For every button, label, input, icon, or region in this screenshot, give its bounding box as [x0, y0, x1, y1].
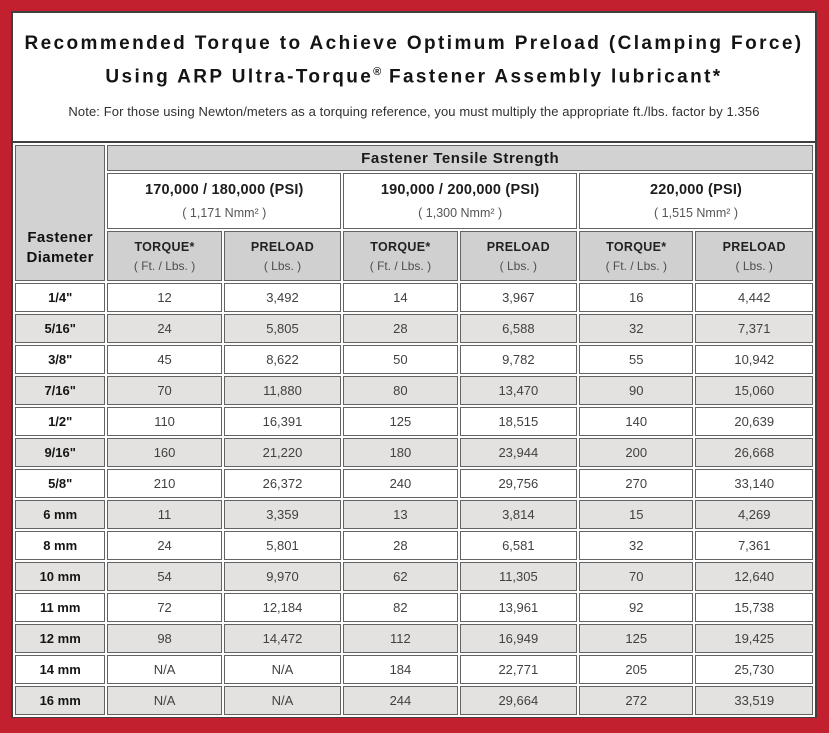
row-value: 82	[343, 593, 457, 622]
psi-label: 170,000 / 180,000 (PSI)	[145, 182, 304, 198]
row-value: 16	[579, 283, 693, 312]
row-diameter: 9/16"	[15, 438, 105, 467]
note-text: Note: For those using Newton/meters as a torquing reference, you must multiply the appropriate ft./lbs. factor by 1.356	[68, 104, 760, 120]
torque-column-header: TORQUE* ( Ft. / Lbs. )	[343, 231, 457, 281]
row-value: 26,668	[695, 438, 813, 467]
row-value: 32	[579, 314, 693, 343]
row-diameter: 1/2"	[15, 407, 105, 436]
preload-column-header: PRELOAD ( Lbs. )	[695, 231, 813, 281]
row-value: 4,269	[695, 500, 813, 529]
row-diameter: 11 mm	[15, 593, 105, 622]
row-value: 9,782	[460, 345, 578, 374]
row-value: 13	[343, 500, 457, 529]
row-value: 32	[579, 531, 693, 560]
registered-trademark-symbol: ®	[373, 66, 382, 78]
row-value: 8,622	[224, 345, 342, 374]
nmm-label: ( 1,300 Nmm² )	[418, 206, 503, 220]
row-value: 200	[579, 438, 693, 467]
row-diameter: 5/16"	[15, 314, 105, 343]
row-value: 80	[343, 376, 457, 405]
row-value: N/A	[107, 686, 221, 715]
row-diameter: 14 mm	[15, 655, 105, 684]
torque-column-header: TORQUE* ( Ft. / Lbs. )	[107, 231, 221, 281]
row-value: 3,967	[460, 283, 578, 312]
row-value: 125	[343, 407, 457, 436]
row-value: 26,372	[224, 469, 342, 498]
row-value: 6,581	[460, 531, 578, 560]
title-block	[13, 13, 815, 141]
row-value: 14	[343, 283, 457, 312]
row-value: 28	[343, 314, 457, 343]
row-diameter: 10 mm	[15, 562, 105, 591]
page-title-line-1: Recommended Torque to Achieve Optimum Preload (Clamping Force)	[24, 33, 804, 54]
row-value: 70	[579, 562, 693, 591]
table-body	[15, 283, 813, 715]
torque-spec-table	[13, 141, 815, 717]
nmm-label: ( 1,171 Nmm² )	[182, 206, 267, 220]
row-value: 272	[579, 686, 693, 715]
row-value: 29,664	[460, 686, 578, 715]
fastener-tensile-strength-header: Fastener Tensile Strength	[107, 145, 813, 171]
table-row	[15, 686, 813, 715]
torque-column-header: TORQUE* ( Ft. / Lbs. )	[579, 231, 693, 281]
row-value: 205	[579, 655, 693, 684]
row-value: 3,814	[460, 500, 578, 529]
row-value: 240	[343, 469, 457, 498]
row-value: 14,472	[224, 624, 342, 653]
row-value: 16,391	[224, 407, 342, 436]
row-value: 21,220	[224, 438, 342, 467]
row-value: 98	[107, 624, 221, 653]
row-value: 16,949	[460, 624, 578, 653]
row-diameter: 16 mm	[15, 686, 105, 715]
row-value: 18,515	[460, 407, 578, 436]
row-value: 11	[107, 500, 221, 529]
row-value: N/A	[224, 655, 342, 684]
row-value: 15	[579, 500, 693, 529]
row-value: 24	[107, 314, 221, 343]
row-value: 110	[107, 407, 221, 436]
row-value: 140	[579, 407, 693, 436]
row-value: 33,140	[695, 469, 813, 498]
row-value: 244	[343, 686, 457, 715]
row-value: 6,588	[460, 314, 578, 343]
preload-column-header: PRELOAD ( Lbs. )	[460, 231, 578, 281]
table-header	[15, 145, 813, 281]
row-value: 45	[107, 345, 221, 374]
table-row	[15, 283, 813, 312]
row-value: 33,519	[695, 686, 813, 715]
row-value: 180	[343, 438, 457, 467]
row-value: 11,880	[224, 376, 342, 405]
psi-group-190-200	[343, 173, 577, 229]
fastener-diameter-line-1: Fastener	[27, 229, 94, 246]
row-value: 20,639	[695, 407, 813, 436]
row-value: 25,730	[695, 655, 813, 684]
psi-group-row	[15, 173, 813, 229]
row-value: 92	[579, 593, 693, 622]
row-diameter: 3/8"	[15, 345, 105, 374]
table-row	[15, 593, 813, 622]
row-value: 270	[579, 469, 693, 498]
content-panel	[11, 11, 817, 718]
row-value: 50	[343, 345, 457, 374]
title-line-2-pre: Using ARP Ultra-Torque	[105, 66, 374, 88]
nmm-label: ( 1,515 Nmm² )	[654, 206, 739, 220]
fastener-diameter-line-2: Diameter	[26, 249, 94, 266]
row-value: 12	[107, 283, 221, 312]
row-value: 112	[343, 624, 457, 653]
row-value: 4,442	[695, 283, 813, 312]
row-value: 160	[107, 438, 221, 467]
row-diameter: 5/8"	[15, 469, 105, 498]
row-value: N/A	[224, 686, 342, 715]
table-row	[15, 562, 813, 591]
row-value: 13,961	[460, 593, 578, 622]
psi-label: 190,000 / 200,000 (PSI)	[380, 182, 540, 198]
row-diameter: 7/16"	[15, 376, 105, 405]
row-value: 184	[343, 655, 457, 684]
table-row	[15, 407, 813, 436]
row-value: 125	[579, 624, 693, 653]
table-row	[15, 624, 813, 653]
row-value: 29,756	[460, 469, 578, 498]
row-diameter: 8 mm	[15, 531, 105, 560]
row-diameter: 12 mm	[15, 624, 105, 653]
table-row	[15, 345, 813, 374]
row-value: 11,305	[460, 562, 578, 591]
title-line-2-post: Fastener Assembly lubricant*	[381, 66, 723, 88]
row-value: 12,184	[224, 593, 342, 622]
row-value: 22,771	[460, 655, 578, 684]
row-value: 90	[579, 376, 693, 405]
psi-group-220	[579, 173, 813, 229]
row-value: 28	[343, 531, 457, 560]
row-value: 7,371	[695, 314, 813, 343]
column-headers-row	[15, 231, 813, 281]
row-value: 24	[107, 531, 221, 560]
row-value: 70	[107, 376, 221, 405]
row-diameter: 6 mm	[15, 500, 105, 529]
tensile-strength-row	[15, 145, 813, 171]
row-value: 7,361	[695, 531, 813, 560]
psi-label: 220,000 (PSI)	[650, 182, 743, 198]
psi-group-170-180	[107, 173, 341, 229]
fastener-diameter-header	[15, 145, 105, 281]
row-value: 3,359	[224, 500, 342, 529]
row-value: 15,060	[695, 376, 813, 405]
row-value: 62	[343, 562, 457, 591]
row-value: 210	[107, 469, 221, 498]
page-title-line-2	[13, 58, 815, 91]
row-value: 72	[107, 593, 221, 622]
table-row	[15, 376, 813, 405]
row-value: 54	[107, 562, 221, 591]
preload-column-header: PRELOAD ( Lbs. )	[224, 231, 342, 281]
row-value: N/A	[107, 655, 221, 684]
row-diameter: 1/4"	[15, 283, 105, 312]
row-value: 23,944	[460, 438, 578, 467]
table-row	[15, 500, 813, 529]
table-row	[15, 438, 813, 467]
row-value: 55	[579, 345, 693, 374]
row-value: 3,492	[224, 283, 342, 312]
row-value: 12,640	[695, 562, 813, 591]
row-value: 13,470	[460, 376, 578, 405]
row-value: 5,801	[224, 531, 342, 560]
table-row	[15, 655, 813, 684]
table-row	[15, 469, 813, 498]
table-row	[15, 314, 813, 343]
table-row	[15, 531, 813, 560]
row-value: 10,942	[695, 345, 813, 374]
row-value: 19,425	[695, 624, 813, 653]
row-value: 15,738	[695, 593, 813, 622]
row-value: 5,805	[224, 314, 342, 343]
row-value: 9,970	[224, 562, 342, 591]
